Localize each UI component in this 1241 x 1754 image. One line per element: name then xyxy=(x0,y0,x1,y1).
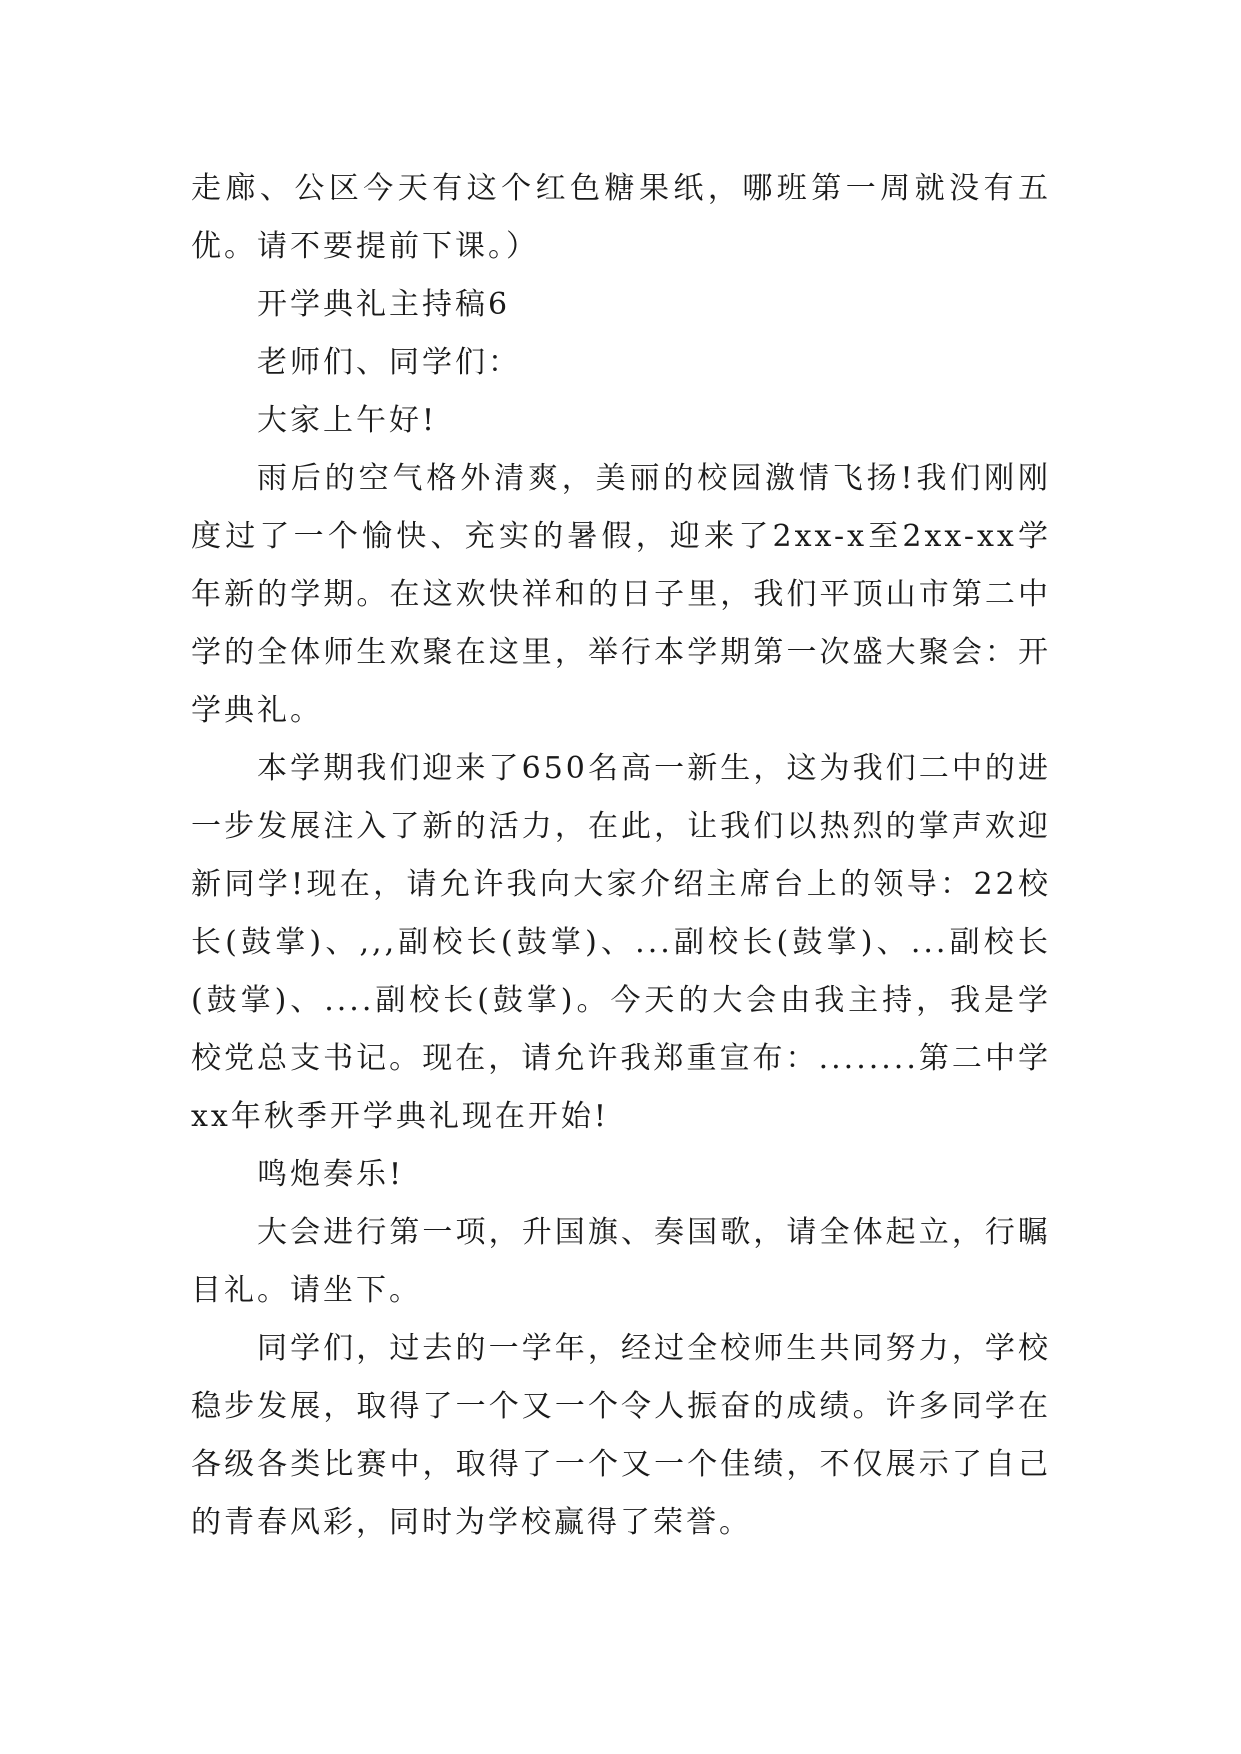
section-heading: 开学典礼主持稿6 xyxy=(257,287,511,322)
greeting: 大家上午好! xyxy=(257,403,438,438)
document-body xyxy=(191,160,1051,1552)
paragraph-opening: 雨后的空气格外清爽，美丽的校园激情飞扬!我们刚刚度过了一个愉快、充实的暑假，迎来了2xx-x至2xx-xx学年新的学期。在这欢快祥和的日子里，我们平顶山市第二中学的全体师生欢聚在这里，举行本学期第一次盛大聚会：开学典礼。 xyxy=(191,461,1051,728)
paragraph-flag-raising: 大会进行第一项，升国旗、奏国歌，请全体起立，行瞩目礼。请坐下。 xyxy=(191,1215,1051,1308)
paragraph-introductions: 本学期我们迎来了650名高一新生，这为我们二中的进一步发展注入了新的活力，在此，让我们以热烈的掌声欢迎新同学!现在，请允许我向大家介绍主席台上的领导：22校长(鼓掌)、,,,副校长(鼓掌)、...副校长(鼓掌)、...副校长(鼓掌)、....副校长(鼓掌)。今天的大会由我主持，我是学校党总支书记。现在，请允许我郑重宣布：........第二中学xx年秋季开学典礼现在开始! xyxy=(191,751,1051,1134)
paragraph-fireworks: 鸣炮奏乐! xyxy=(257,1157,405,1192)
paragraph-continuation: 走廊、公区今天有这个红色糖果纸，哪班第一周就没有五优。请不要提前下课。） xyxy=(191,171,1051,264)
paragraph-achievements: 同学们，过去的一学年，经过全校师生共同努力，学校稳步发展，取得了一个又一个令人振奋的成绩。许多同学在各级各类比赛中，取得了一个又一个佳绩，不仅展示了自己的青春风彩，同时为学校赢得了荣誉。 xyxy=(191,1331,1051,1540)
salutation: 老师们、同学们： xyxy=(257,345,521,380)
